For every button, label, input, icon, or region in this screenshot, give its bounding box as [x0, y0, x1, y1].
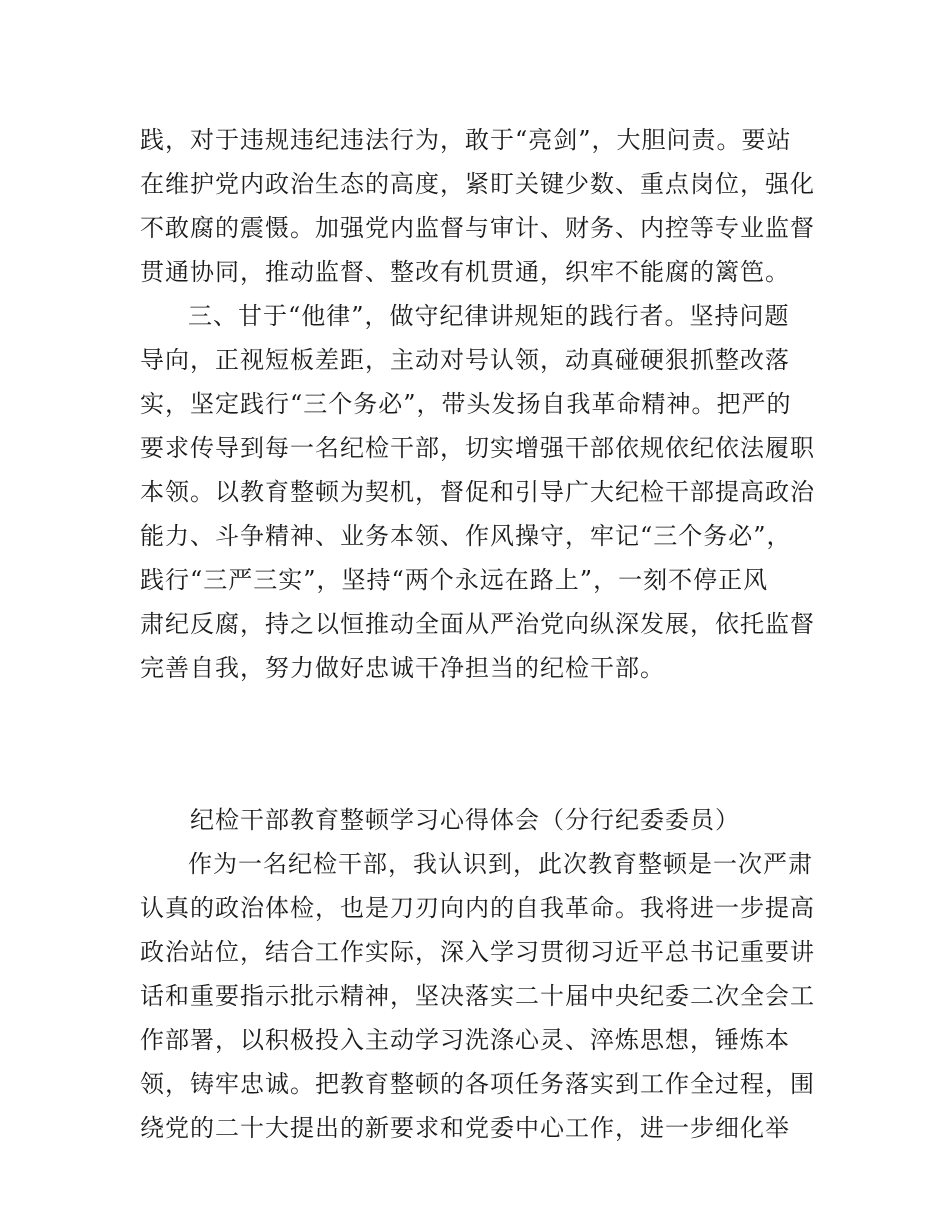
paragraph-line: 领，铸牢忠诚。把教育整顿的各项任务落实到工作全过程，围: [140, 1070, 815, 1098]
paragraph-line: 本领。以教育整顿为契机，督促和引导广大纪检干部提高政治: [140, 478, 815, 506]
paragraph-line: 完善自我，努力做好忠诚干净担当的纪检干部。: [140, 654, 665, 682]
paragraph-line: 政治站位，结合工作实际，深入学习贯彻习近平总书记重要讲: [140, 938, 815, 966]
paragraph-line: 践行“三严三实”，坚持“两个永远在路上”，一刻不停正风: [140, 566, 769, 594]
paragraph-line: 导向，正视短板差距，主动对号认领，动真碰硬狠抓整改落: [140, 346, 790, 374]
paragraph-line: 认真的政治体检，也是刀刃向内的自我革命。我将进一步提高: [140, 894, 815, 922]
paragraph-line: 话和重要指示批示精神，坚决落实二十届中央纪委二次全会工: [140, 982, 815, 1010]
paragraph-line: 践，对于违规违纪违法行为，敢于“亮剑”，大胆问责。要站: [140, 126, 792, 154]
paragraph-line: 肃纪反腐，持之以恒推动全面从严治党向纵深发展，依托监督: [140, 610, 815, 638]
paragraph-line: 作部署，以积极投入主动学习洗涤心灵、淬炼思想，锤炼本: [140, 1026, 790, 1054]
paragraph-line: 实，坚定践行“三个务必”，带头发扬自我革命精神。把严的: [140, 390, 792, 418]
paragraph-line: 能力、斗争精神、业务本领、作风操守，牢记“三个务必”，: [140, 522, 792, 550]
paragraph-line: 要求传导到每一名纪检干部，切实增强干部依规依纪依法履职: [140, 434, 815, 462]
paragraph-line: 贯通协同，推动监督、整改有机贯通，织牢不能腐的篱笆。: [140, 258, 790, 286]
paragraph-line: 绕党的二十大提出的新要求和党委中心工作，进一步细化举: [140, 1114, 790, 1142]
article-title: 纪检干部教育整顿学习心得体会（分行纪委委员）: [190, 806, 740, 834]
paragraph-line: 作为一名纪检干部，我认识到，此次教育整顿是一次严肃: [188, 850, 813, 878]
paragraph-line: 不敢腐的震慑。加强党内监督与审计、财务、内控等专业监督: [140, 214, 815, 242]
paragraph-line: 在维护党内政治生态的高度，紧盯关键少数、重点岗位，强化: [140, 170, 815, 198]
paragraph-line: 三、甘于“他律”，做守纪律讲规矩的践行者。坚持问题: [188, 302, 790, 330]
